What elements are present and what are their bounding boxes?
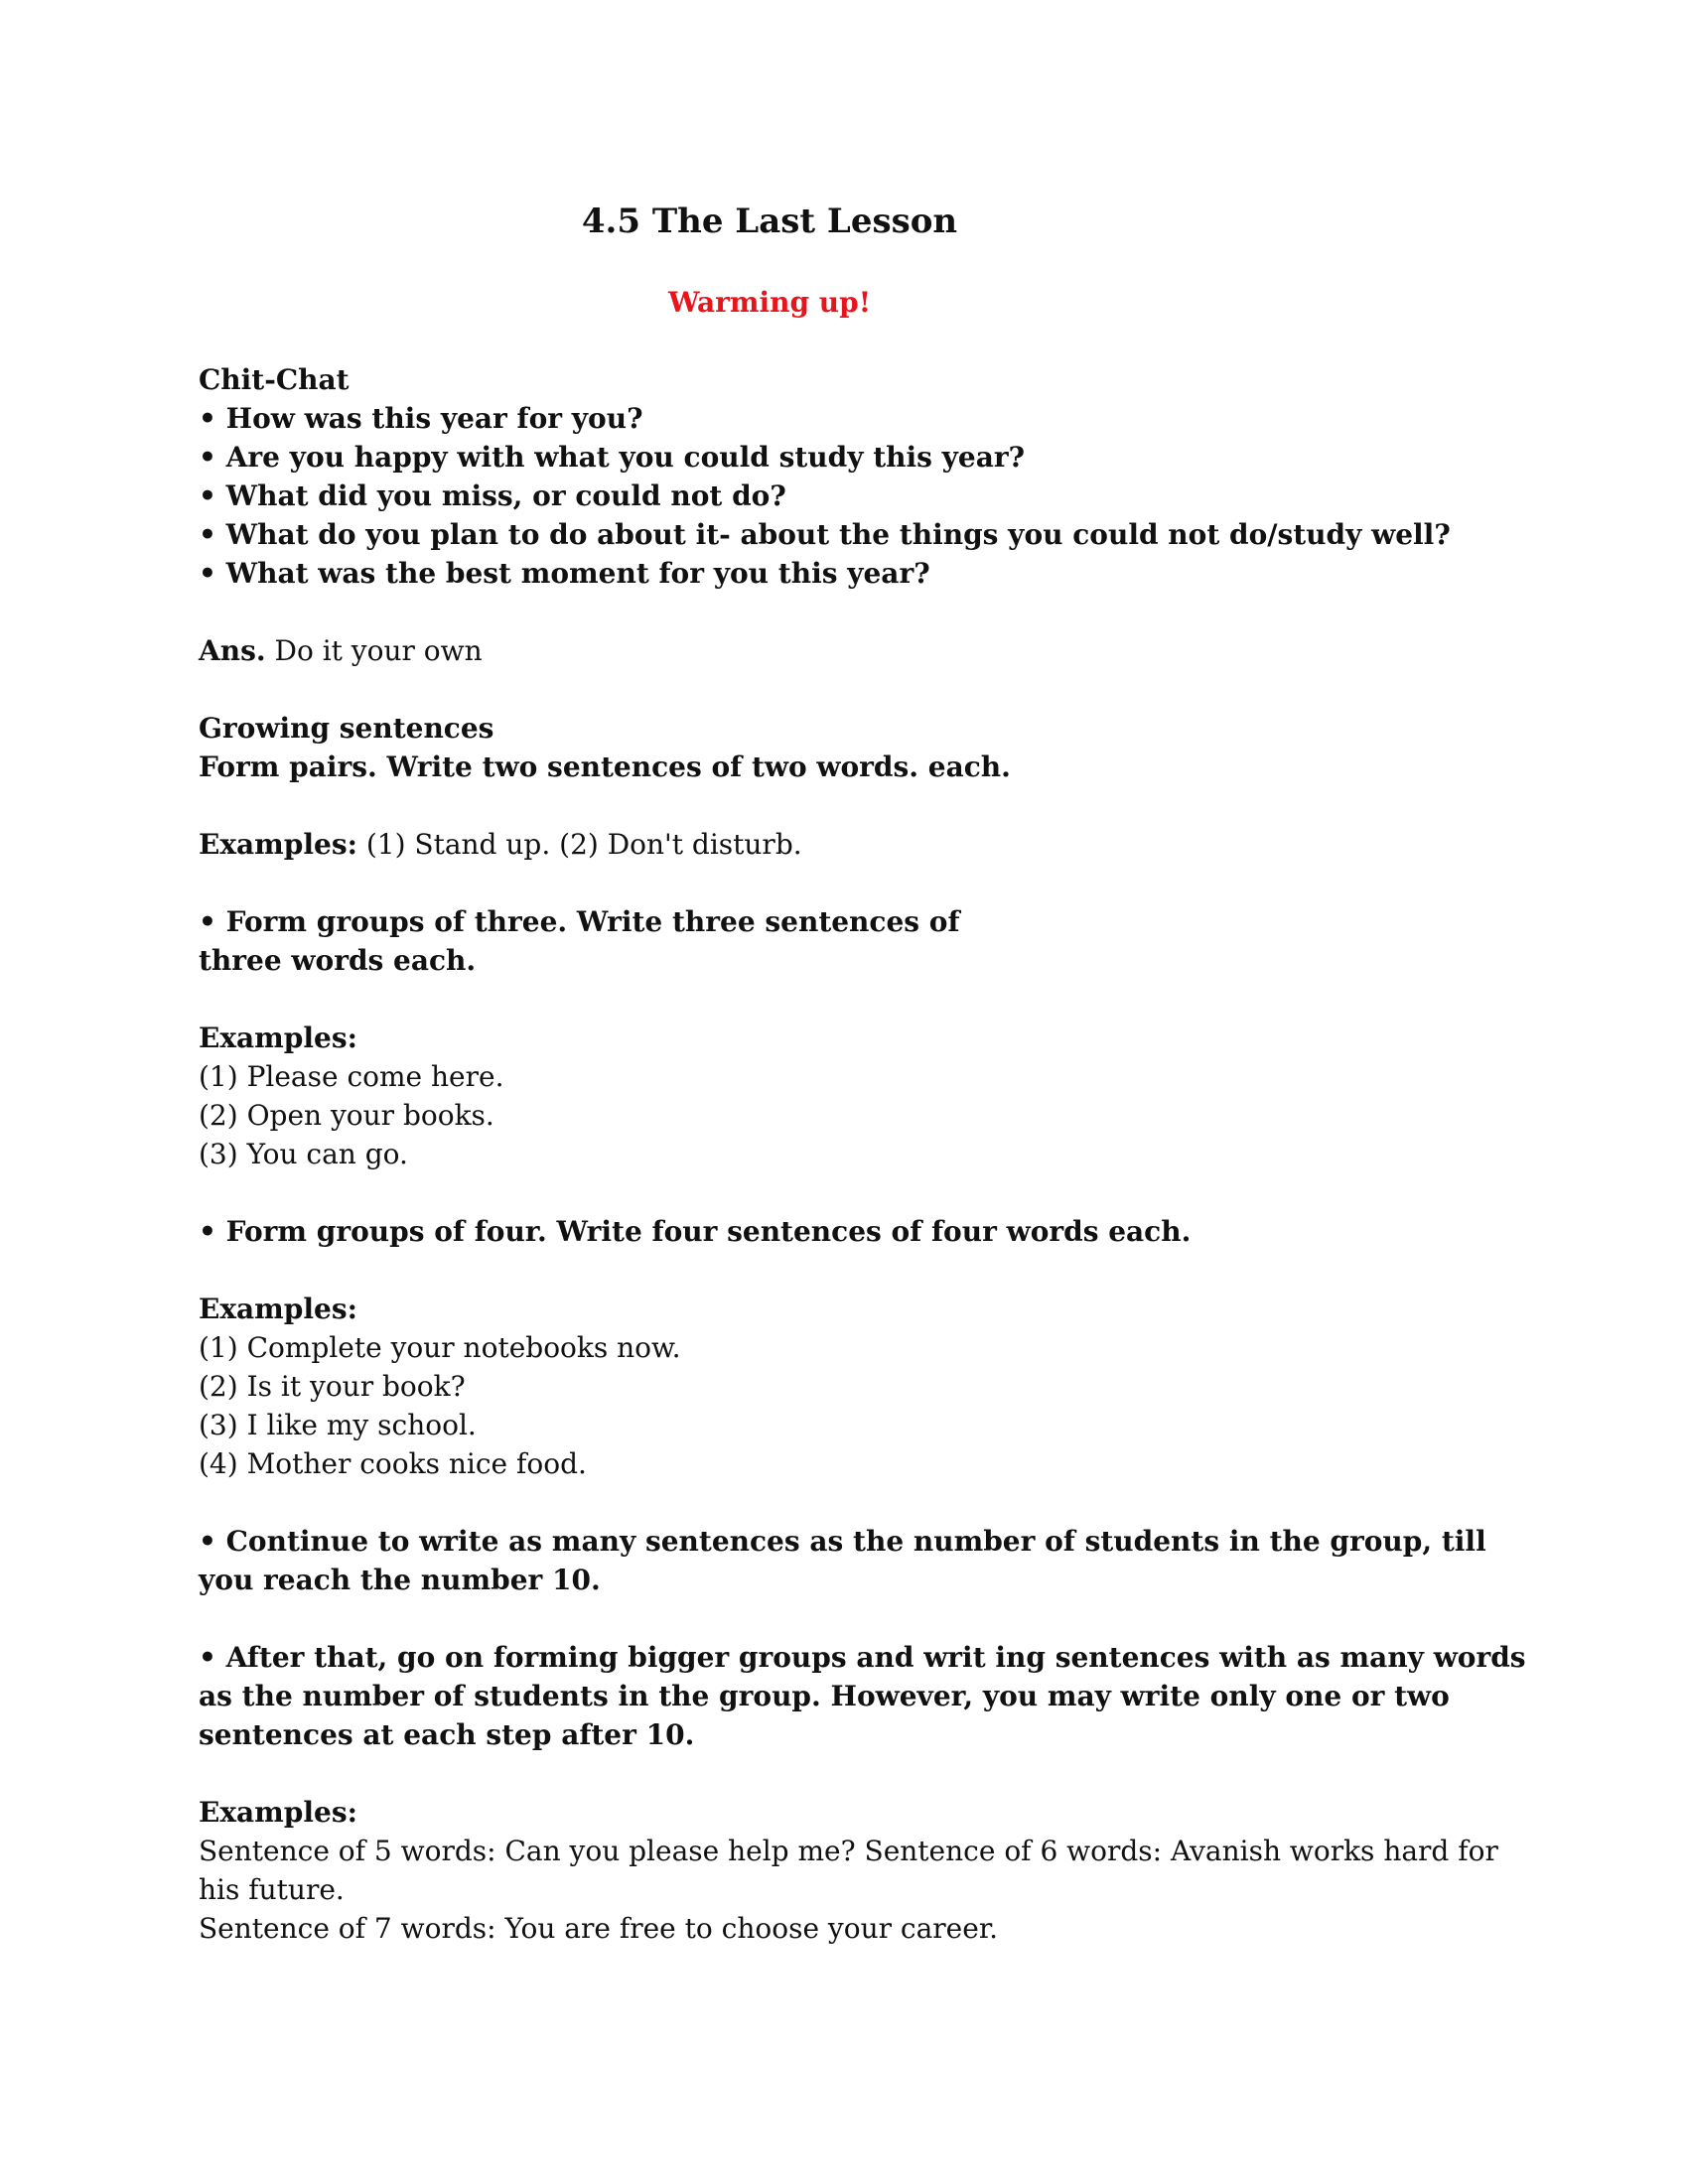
page-title: 4.5 The Last Lesson	[581, 202, 958, 241]
pairs-instruction: Form pairs. Write two sentences of two words. each.	[199, 751, 1011, 783]
continue-instruction: • Continue to write as many sentences as the number of students in the group, till	[199, 1525, 1486, 1558]
examples-label: Examples:	[199, 1796, 357, 1829]
answer-label: Ans.	[199, 634, 266, 667]
example-item: (3) You can go.	[199, 1138, 408, 1170]
example-item: (3) I like my school.	[199, 1409, 477, 1441]
examples-pairs	[199, 825, 1509, 864]
chit-chat-heading: Chit-Chat	[199, 363, 350, 396]
after-instruction: • After that, go on forming bigger groups and writ ing sentences with as many words	[199, 1641, 1526, 1674]
chit-chat-question: • What was the best moment for you this year?	[199, 557, 930, 590]
example-sentence: Sentence of 5 words: Can you please help me? Sentence of 6 words: Avanish works hard for	[199, 1835, 1498, 1867]
examples-label: Examples:	[199, 1293, 357, 1325]
growing-heading: Growing sentences	[199, 712, 494, 745]
examples-label: Examples:	[199, 828, 357, 861]
example-item: (2) Open your books.	[199, 1099, 494, 1132]
example-item: (1) Please come here.	[199, 1060, 504, 1093]
example-item: (1) Complete your notebooks now.	[199, 1331, 681, 1364]
groups-three-instruction-cont: three words each.	[199, 944, 477, 977]
continue-instruction-cont: you reach the number 10.	[199, 1564, 601, 1596]
after-instruction-cont: sentences at each step after 10.	[199, 1718, 695, 1751]
examples-text: (1) Stand up. (2) Don't disturb.	[356, 828, 802, 861]
chit-chat-question: • Are you happy with what you could study this year?	[199, 441, 1026, 474]
document-body	[199, 360, 1526, 1948]
after-instruction-cont: as the number of students in the group. However, you may write only one or two	[199, 1680, 1450, 1712]
groups-four-instruction: • Form groups of four. Write four sentences of four words each.	[199, 1215, 1192, 1248]
chit-chat-question: • What did you miss, or could not do?	[199, 479, 786, 512]
example-sentence-cont: his future.	[199, 1873, 345, 1906]
examples-label: Examples:	[199, 1022, 357, 1054]
example-item: (4) Mother cooks nice food.	[199, 1447, 587, 1480]
chit-chat-question: • How was this year for you?	[199, 402, 643, 435]
chit-chat-question: • What do you plan to do about it- about the things you could not do/study well?	[199, 518, 1451, 551]
section-subtitle: Warming up!	[667, 286, 872, 319]
example-sentence: Sentence of 7 words: You are free to choose your career.	[199, 1912, 999, 1945]
answer-line	[199, 631, 1509, 670]
example-item: (2) Is it your book?	[199, 1370, 466, 1403]
groups-three-instruction: • Form groups of three. Write three sentences of	[199, 905, 960, 938]
answer-text: Do it your own	[265, 634, 483, 667]
